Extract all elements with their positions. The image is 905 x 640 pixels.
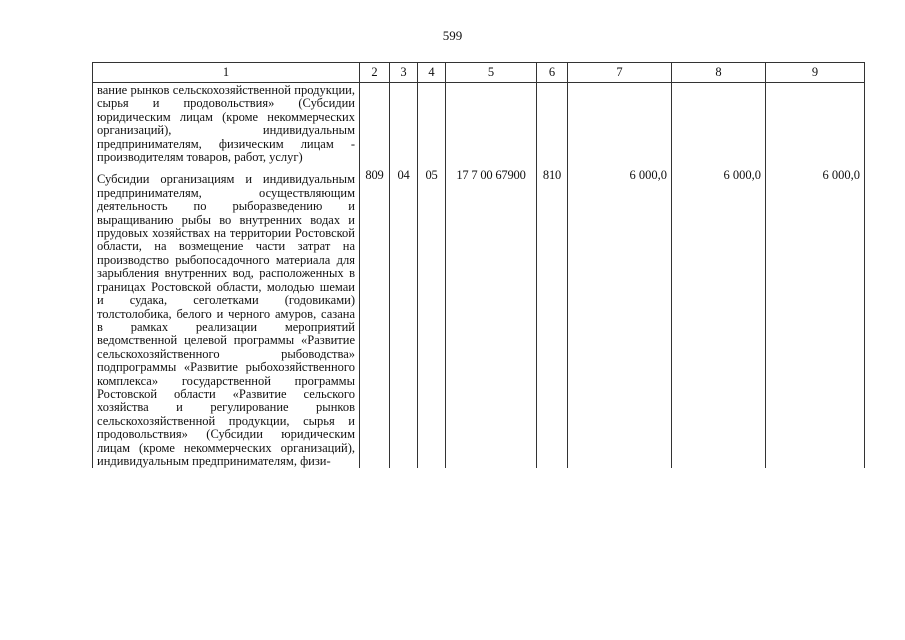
amount-column-9 (766, 83, 865, 170)
amount-column-8 (672, 83, 766, 170)
page-number: 599 (442, 28, 463, 43)
column-header-1: 1 (93, 63, 360, 83)
column-header-2: 2 (360, 63, 390, 83)
section-code (390, 83, 418, 170)
row-description: вание рынков сельскохозяйственной продукции, сырья и продовольствия» (Субсидии юридическим лицам (кроме некоммерческих организаций), индивидуальным предпринимателям, физическим лицам - производителям товаров, работ, услуг) (93, 83, 360, 170)
amount-column-7 (568, 83, 672, 170)
target-article-code: 17 7 00 67900 (446, 169, 537, 468)
amount-column-7: 6 000,0 (568, 169, 672, 468)
table-header-row (93, 63, 865, 83)
column-header-9: 9 (766, 63, 865, 83)
column-header-4: 4 (418, 63, 446, 83)
ministry-code: 809 (360, 169, 390, 468)
table-row (93, 83, 865, 170)
expense-type-code (537, 83, 568, 170)
row-description: Субсидии организациям и индивидуальным предпринимателям, осуществляющим деятельность по рыборазведению и выращиванию рыбы во внутренних водах и прудовых хозяйствах на территории Ростовской области, на возмещение части затрат на производство рыбопосадочного материала для зарыбления внутренних вод, расположенных в границах Ростовской области, молодью шемаи и судака, сеголетками (годовиками) толстолобика, белого и черного амуров, сазана в рамках реализации мероприятий ведомственной целевой программы «Развитие сельскохозяйственного рыбоводства» подпрограммы «Развитие рыбохозяйственного комплекса» государственной программы Ростовской области «Развитие сельского хозяйства и регулирование рынков сельскохозяйственной продукции, сырья и продовольствия» (Субсидии юридическим лицам (кроме некоммерческих организаций), индивидуальным предпринимателям, физи- (93, 169, 360, 468)
column-header-6: 6 (537, 63, 568, 83)
column-header-8: 8 (672, 63, 766, 83)
amount-column-9: 6 000,0 (766, 169, 865, 468)
expense-type-code: 810 (537, 169, 568, 468)
subsection-code: 05 (418, 169, 446, 468)
column-header-7: 7 (568, 63, 672, 83)
ministry-code (360, 83, 390, 170)
target-article-code (446, 83, 537, 170)
section-code: 04 (390, 169, 418, 468)
column-header-5: 5 (446, 63, 537, 83)
table-row (93, 169, 865, 468)
budget-table (92, 62, 865, 468)
subsection-code (418, 83, 446, 170)
column-header-3: 3 (390, 63, 418, 83)
amount-column-8: 6 000,0 (672, 169, 766, 468)
